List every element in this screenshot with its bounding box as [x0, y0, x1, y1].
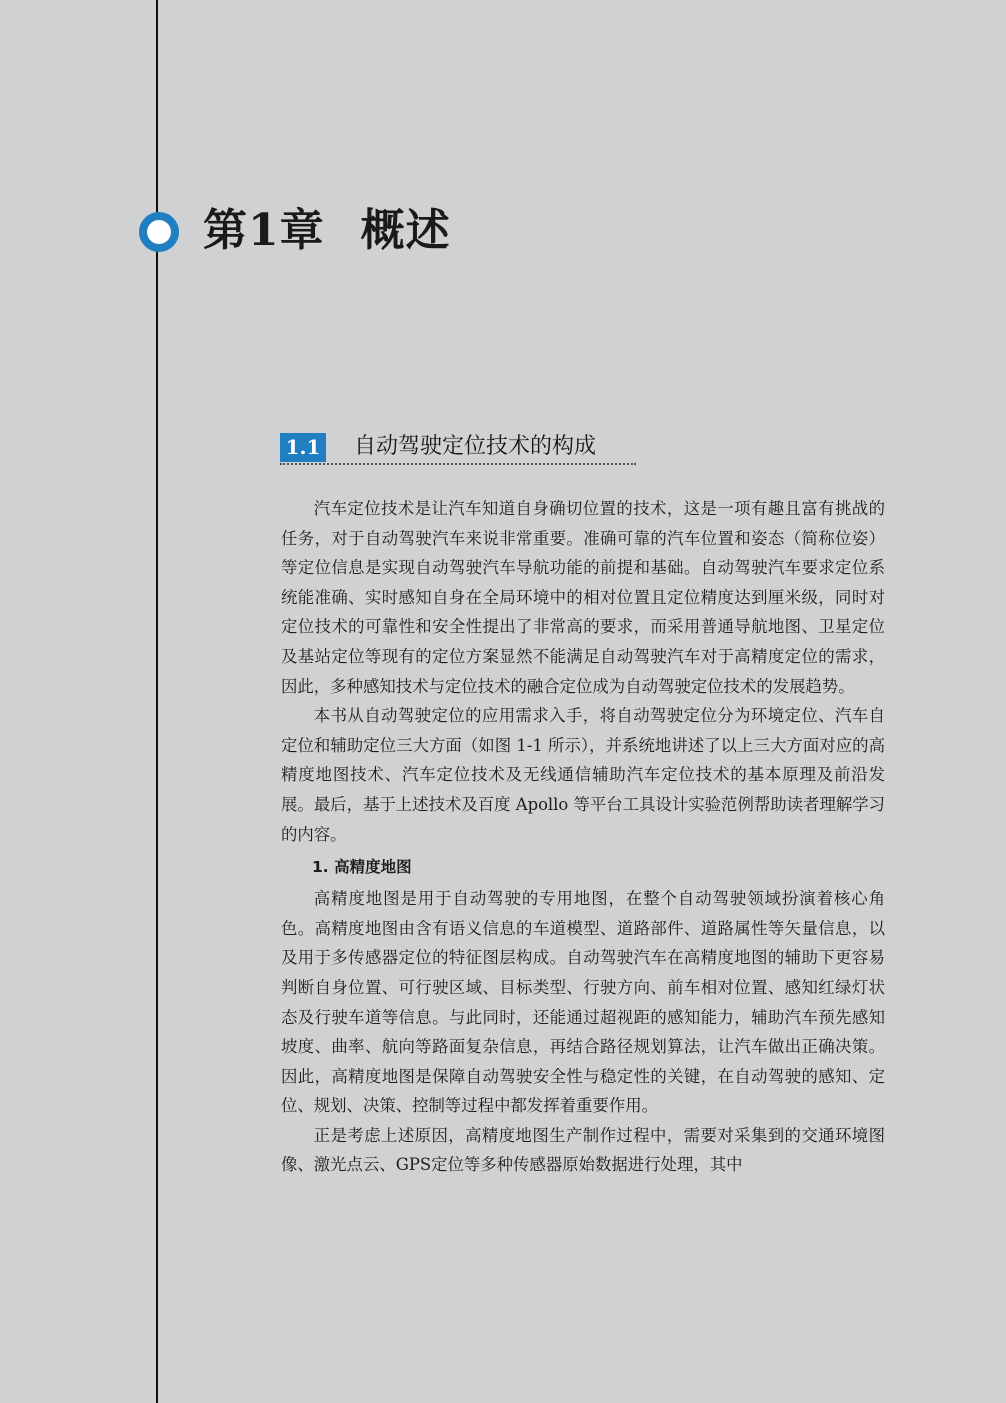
section-title: 自动驾驶定位技术的构成 — [354, 434, 597, 459]
chapter-number: 第1章 — [203, 205, 325, 256]
paragraph-1: 汽车定位技术是让汽车知道自身确切位置的技术，这是一项有趣且富有挑战的任务，对于自动驾驶汽车来说非常重要。准确可靠的汽车位置和姿态（简称位姿）等定位信息是实现自动驾驶汽车导航功能的前提和基础。自动驾驶汽车要求定位系统能准确、实时感知自身在全局环境中的相对位置且定位精度达到厘米级，同时对定位技术的可靠性和安全性提出了非常高的要求，而采用普通导航地图、卫星定位及基站定位等现有的定位方案显然不能满足自动驾驶汽车对于高精度定位的需求，因此，多种感知技术与定位技术的融合定位成为自动驾驶定位技术的发展趋势。 — [281, 499, 885, 696]
chapter-bullet-icon — [139, 212, 179, 252]
paragraph-3: 高精度地图是用于自动驾驶的专用地图，在整个自动驾驶领域扮演着核心角色。高精度地图由含有语义信息的车道模型、道路部件、道路属性等矢量信息，以及用于多传感器定位的特征图层构成。自动驾驶汽车在高精度地图的辅助下更容易判断自身位置、可行驶区域、目标类型、行驶方向、前车相对位置、感知红绿灯状态及行驶车道等信息。与此同时，还能通过超视距的感知能力，辅助汽车预先感知坡度、曲率、航向等路面复杂信息，再结合路径规划算法，让汽车做出正确决策。因此，高精度地图是保障自动驾驶安全性与稳定性的关键，在自动驾驶的感知、定位、规划、决策、控制等过程中都发挥着重要作用。 — [281, 889, 885, 1116]
section-number-badge: 1.1 — [280, 433, 326, 462]
section-heading — [280, 430, 636, 465]
paragraph-4: 正是考虑上述原因，高精度地图生产制作过程中，需要对采集到的交通环境图像、激光点云、GPS定位等多种传感器原始数据进行处理，其中 — [281, 1125, 885, 1175]
subheading-hd-map: 1. 高精度地图 — [312, 858, 412, 877]
page-margin-rule — [156, 0, 158, 1403]
chapter-title — [203, 200, 451, 262]
chapter-name: 概述 — [360, 205, 451, 256]
body-text — [281, 494, 885, 1180]
paragraph-2: 本书从自动驾驶定位的应用需求入手，将自动驾驶定位分为环境定位、汽车自定位和辅助定位三大方面（如图 1-1 所示），并系统地讲述了以上三大方面对应的高精度地图技术、汽车定位技术及无线通信辅助汽车定位技术的基本原理及前沿发展。最后，基于上述技术及百度 Apollo 等平台工具设计实验范例帮助读者理解学习的内容。 — [281, 706, 885, 844]
